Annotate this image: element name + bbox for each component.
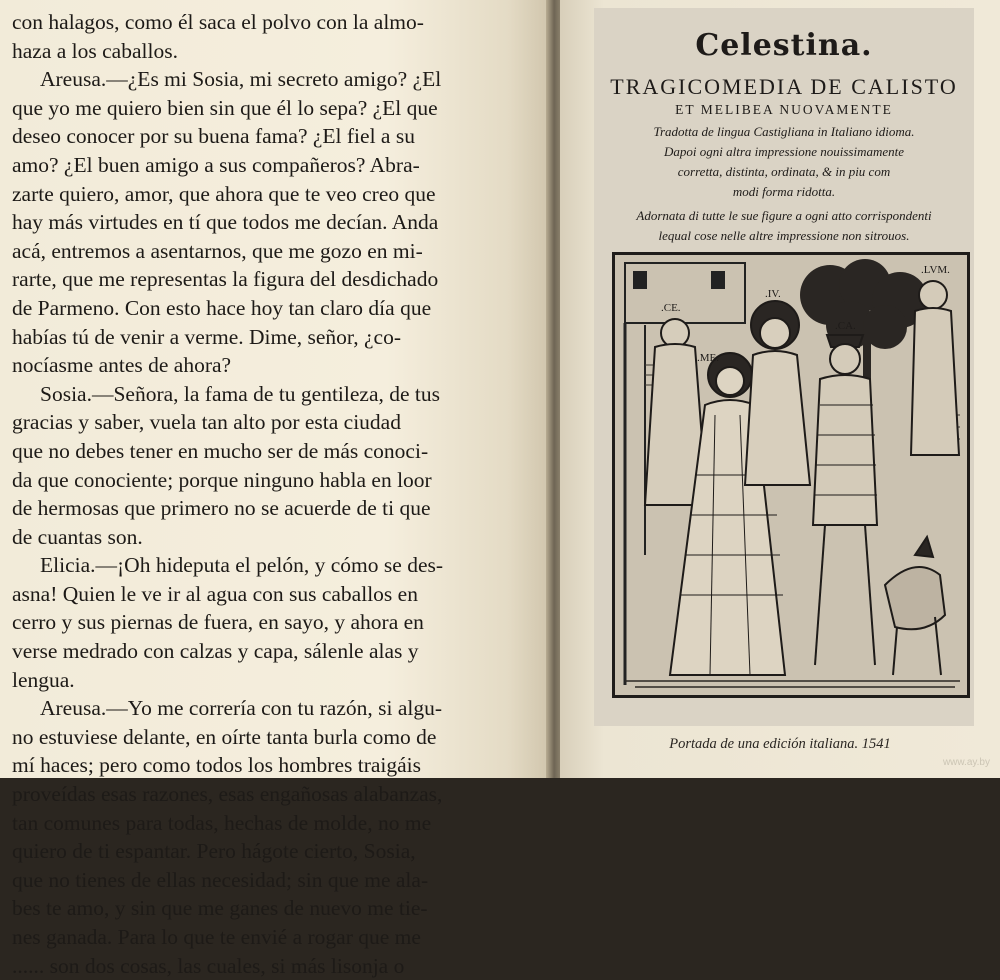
text-line: asna! Quien le ve ir al agua con sus caballos en (12, 581, 418, 606)
woodcut-label-ca: .CA. (835, 320, 856, 332)
text-line: rarte, que me representas la figura del desdichado (12, 267, 439, 292)
text-line: que no tienes de ellas necesidad; sin que me ala- (12, 867, 429, 892)
text-line: gracias y saber, vuela tan alto por esta ciudad (12, 410, 401, 435)
text-line: de hermosas que primero no se acuerde de ti que (12, 496, 431, 521)
plate-title: Celestina. (695, 28, 873, 63)
text-line: de cuantas son. (12, 524, 143, 549)
watermark: www.ay.by (942, 757, 990, 768)
text-line: mí haces; pero como todos los hombres traigáis (12, 753, 422, 778)
plate-line-2: TRAGICOMEDIA DE CALISTO (610, 74, 958, 99)
text-line: Areusa.—¿Es mi Sosia, mi secreto amigo? ¿El (40, 67, 442, 92)
text-line: lengua. (12, 667, 75, 692)
text-line: Areusa.—Yo me correría con tu razón, si algu- (40, 696, 443, 721)
plate-italic-line: Dapoi ogni altra impressione nouissimamente (663, 144, 904, 159)
text-line: ...... son dos cosas, las cuales, si más lisonja o (12, 953, 405, 978)
plate-italic-line: Adornata di tutte le sue figure a ogni atto corrispondenti (636, 208, 932, 223)
text-line: que no debes tener en mucho ser de más conoci- (12, 438, 429, 463)
text-line: verse medrado con calzas y capa, sálenle alas y (12, 639, 419, 664)
plate-italic-line: Tradotta de lingua Castigliana in Italiano idioma. (653, 124, 915, 139)
woodcut-label-iv: .IV. (765, 288, 781, 300)
plate-italic-line: lequal cose nelle altre impressione non sitrouos. (658, 228, 910, 243)
text-line: haza a los caballos. (12, 38, 178, 63)
text-line: quiero de ti espantar. Pero hágote cierto, Sosia, (12, 839, 416, 864)
text-line: acá, entremos a asentarnos, que me gozo en mi- (12, 238, 423, 263)
plate-italic-line: modi forma ridotta. (732, 184, 836, 199)
text-line: habías tú de venir a verme. Dime, señor, ¿co- (12, 324, 401, 349)
title-page-plate (594, 8, 974, 726)
plate-line-3: ET MELIBEA NUOVAMENTE (675, 102, 893, 117)
text-line: Elicia.—¡Oh hideputa el pelón, y cómo se des- (40, 553, 444, 578)
title-page-text (594, 8, 974, 258)
text-line: cerro y sus piernas de fuera, en sayo, y ahora en (12, 610, 424, 635)
plate-italic-line: corretta, distinta, ordinata, & in piu com (677, 164, 891, 179)
text-line: no estuviese delante, en oírte tanta burla como de (12, 724, 437, 749)
text-line: que yo me quiero bien sin que él lo sepa? ¿El que (12, 95, 438, 120)
text-line: zarte quiero, amor, que ahora que te veo creo que (12, 181, 436, 206)
woodcut-drawing (615, 255, 967, 695)
text-line: deseo conocer por su buena fama? ¿El fiel a su (12, 124, 415, 149)
text-line: Sosia.—Señora, la fama de tu gentileza, de tus (40, 381, 441, 406)
text-line: con halagos, como él saca el polvo con la almo- (12, 10, 424, 34)
text-line: nes ganada. Para lo que te envié a rogar que me (12, 925, 421, 949)
woodcut-label-lvm: .LVM. (921, 264, 950, 276)
plate-caption: Portada de una edición italiana. 1541 (669, 736, 891, 752)
right-page (560, 0, 1000, 778)
text-line: proveídas esas razones, esas engañosas alabanzas, (12, 782, 443, 807)
text-block (12, 8, 512, 980)
woodcut-label-me: .ME. (697, 352, 719, 364)
text-line: da que conociente; porque ninguno habla en loor (12, 467, 432, 492)
woodcut-label-ce: .CE. (661, 302, 681, 314)
text-line: de Parmeno. Con esto hace hoy tan claro día que (12, 295, 432, 320)
text-line: bes te amo, y sin que me ganes de nuevo me tie- (12, 896, 428, 921)
text-line: nocíasme antes de ahora? (12, 353, 232, 378)
woodcut-illustration (612, 252, 970, 698)
text-line: amo? ¿El buen amigo a sus compañeros? Abra- (12, 152, 420, 177)
text-line: hay más virtudes en tí que todos me decían. Anda (12, 210, 439, 235)
text-line: tan comunes para todas, hechas de molde, no me (12, 810, 432, 835)
